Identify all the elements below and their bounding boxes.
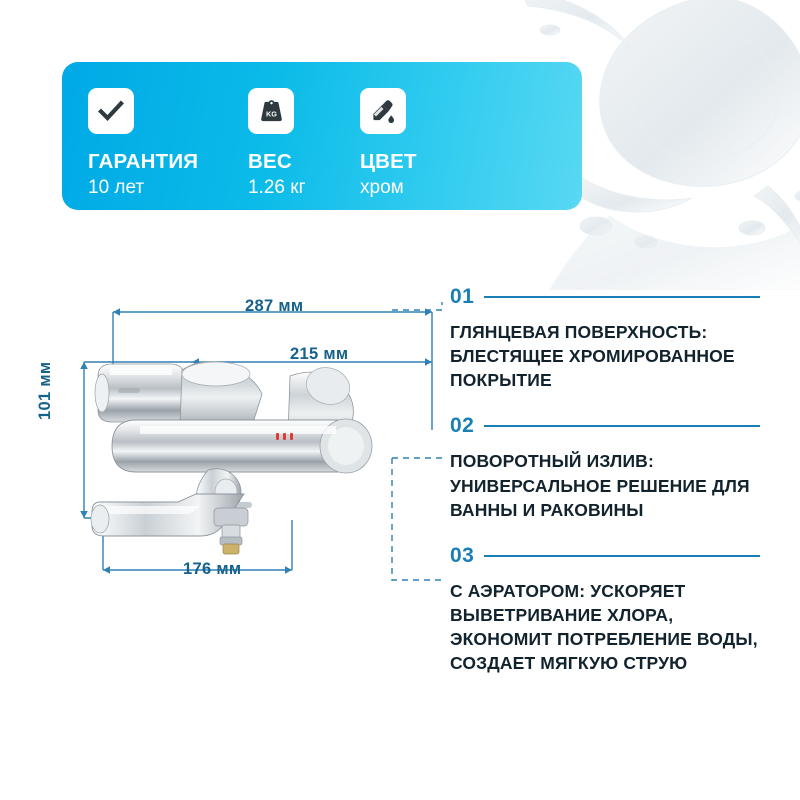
feature-title: ВЕС: [248, 150, 292, 173]
point-divider: [484, 555, 760, 557]
point-divider: [484, 296, 760, 298]
dimension-label-length-body: 215 мм: [290, 345, 349, 363]
point-number: 02: [450, 414, 475, 438]
point-text: С АЭРАТОРОМ: УСКОРЯЕТ ВЫВЕТРИВАНИЕ ХЛОРА, ЭКОНОМИТ ПОТРЕБЛЕНИЕ ВОДЫ, СОЗДАЕТ МЯГКУЮ СТРУЮ: [450, 580, 758, 674]
point-text: ГЛЯНЦЕВАЯ ПОВЕРХНОСТЬ: БЛЕСТЯЩЕЕ ХРОМИРОВАННОЕ ПОКРЫТИЕ: [450, 322, 735, 391]
feature-value: 10 лет: [88, 176, 145, 198]
dimension-label-spout: 176 мм: [183, 560, 242, 578]
feature-warranty: [88, 88, 248, 200]
feature-banner: [62, 62, 582, 210]
dimension-label-length-total: 287 мм: [245, 297, 304, 315]
paint-color-icon: [360, 88, 406, 134]
weight-kg-icon: [248, 88, 294, 134]
point-header: [450, 414, 760, 438]
check-icon: [88, 88, 134, 134]
point-header: [450, 285, 760, 309]
feature-title: ГАРАНТИЯ: [88, 150, 199, 173]
point-divider: [484, 425, 760, 427]
feature-title: ЦВЕТ: [360, 150, 417, 173]
point-02: [450, 414, 760, 521]
point-header: [450, 544, 760, 568]
svg-text:KG: KG: [265, 108, 277, 118]
point-number: 03: [450, 543, 475, 567]
feature-color: [360, 88, 510, 200]
dimension-label-height: 101 мм: [36, 361, 54, 420]
point-number: 01: [450, 285, 475, 308]
feature-value: хром: [360, 176, 404, 198]
point-01: [450, 285, 760, 392]
point-03: [450, 544, 760, 676]
feature-value: 1.26 кг: [248, 176, 306, 198]
feature-weight: [248, 88, 360, 200]
point-text: ПОВОРОТНЫЙ ИЗЛИВ: УНИВЕРСАЛЬНОЕ РЕШЕНИЕ ДЛЯ ВАННЫ И РАКОВИНЫ: [450, 451, 750, 520]
feature-points-list: [450, 285, 760, 675]
